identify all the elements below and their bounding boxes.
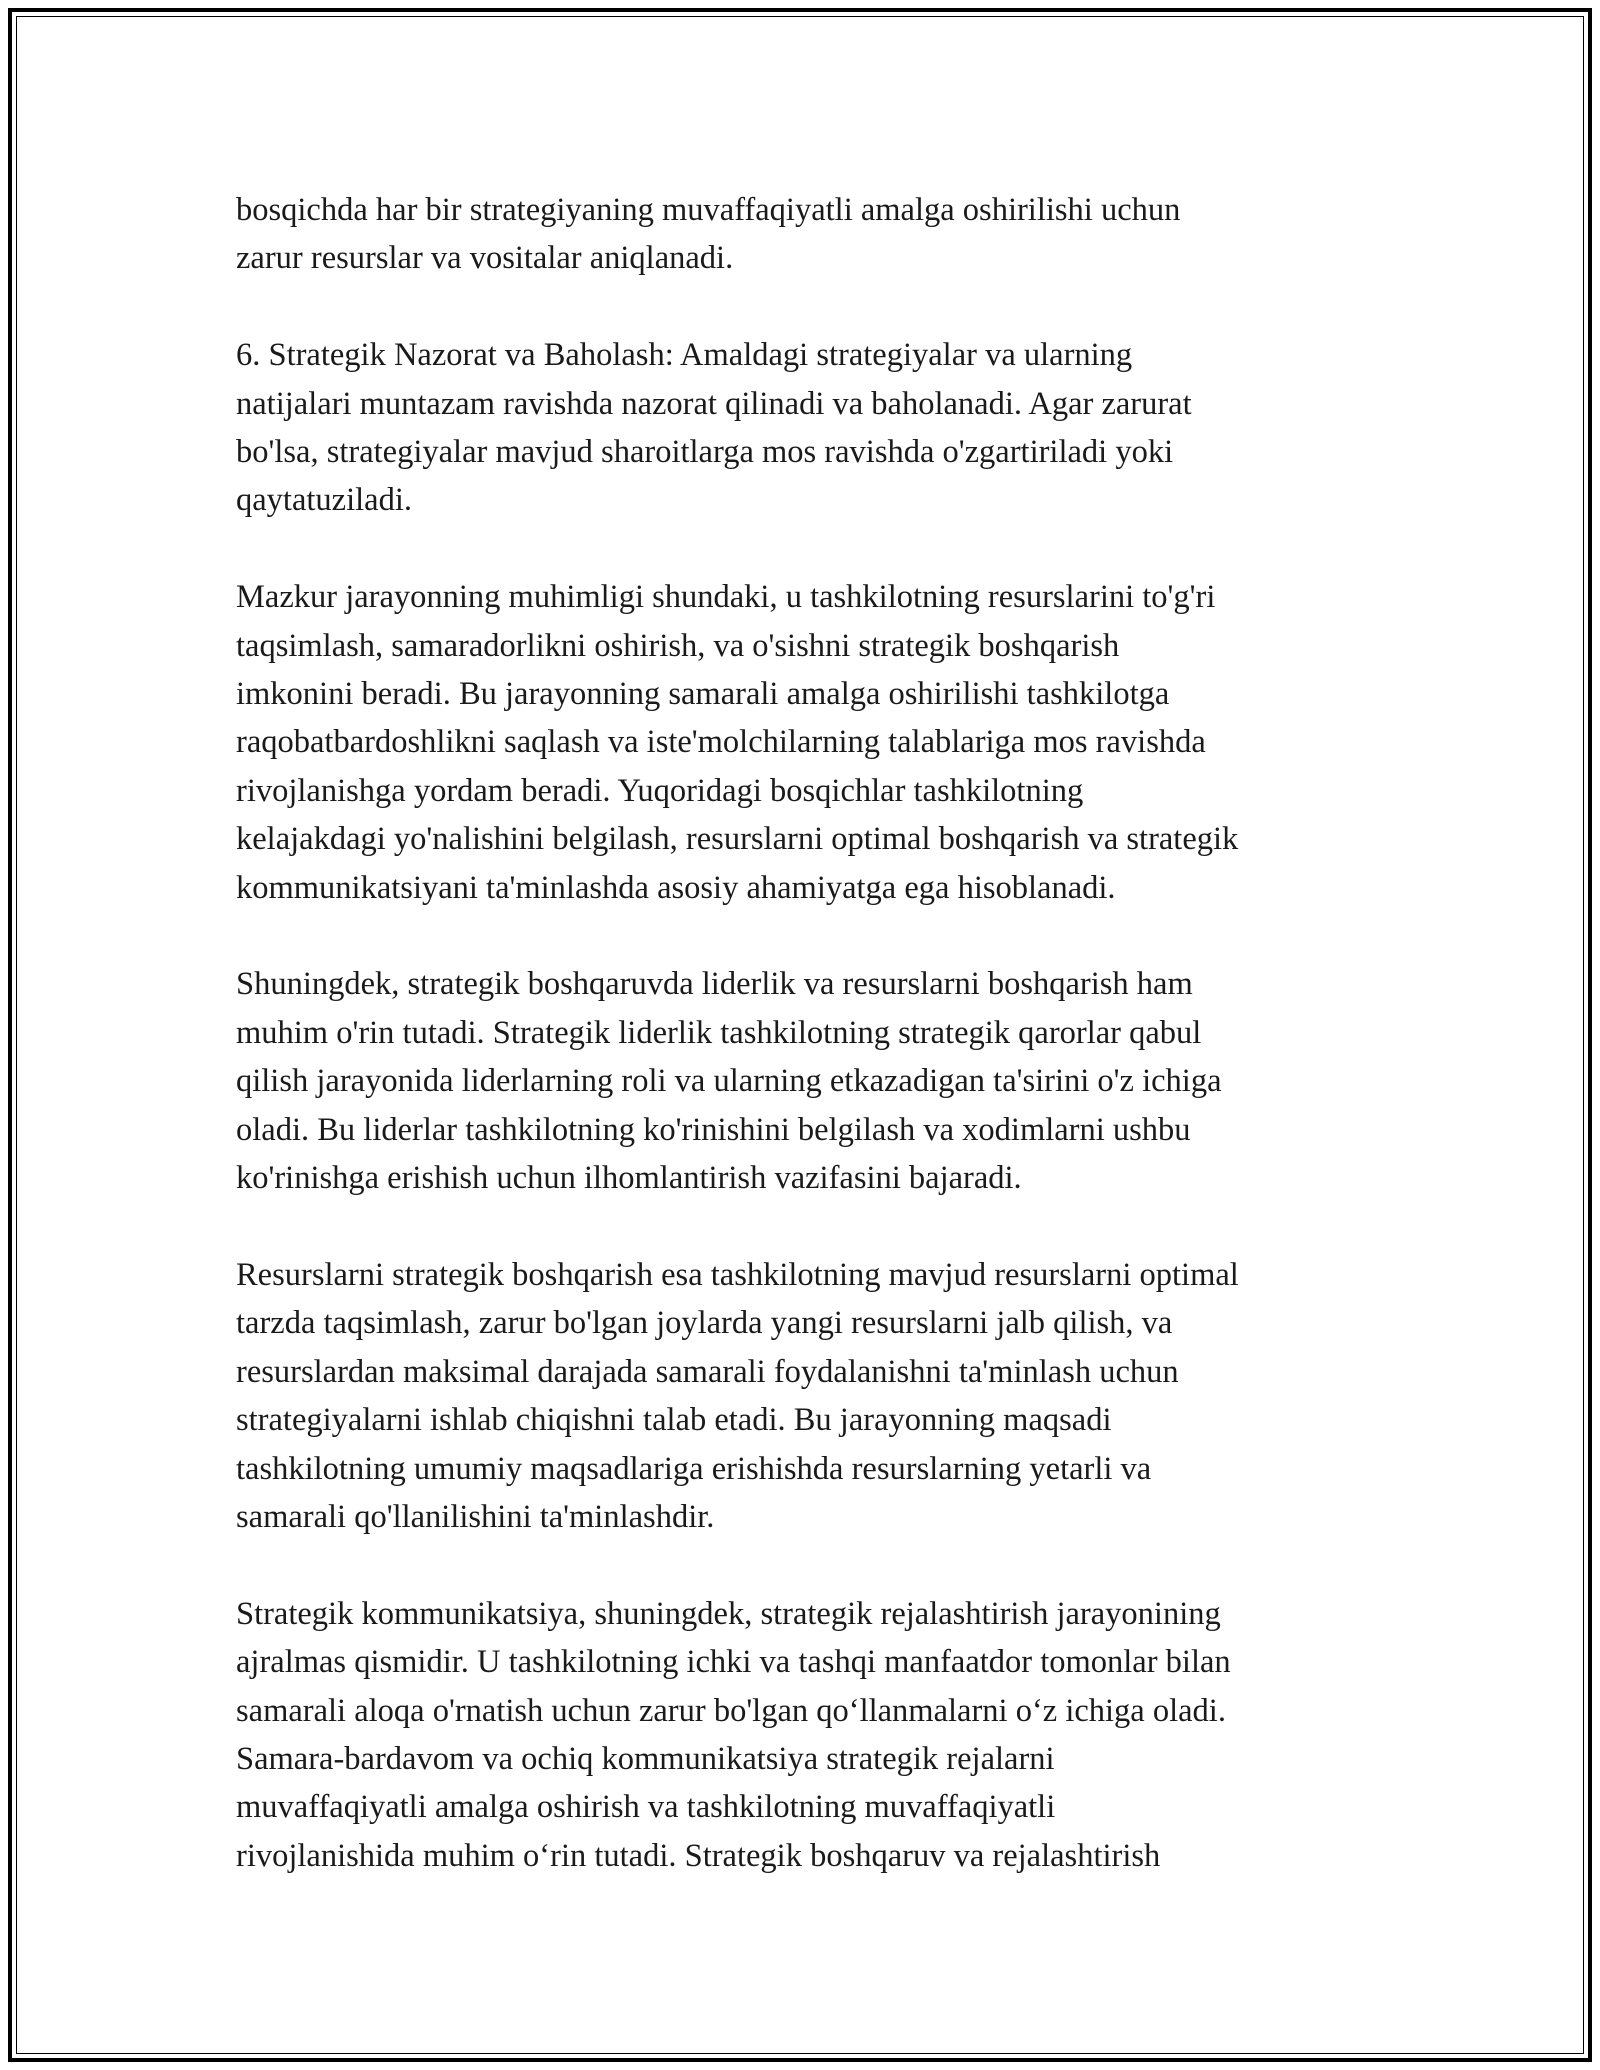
text-line: kommunikatsiyani ta'minlashda asosiy ahamiyatga ega hisoblanadi. (236, 869, 1116, 906)
paragraph-strategic-control (236, 331, 1436, 525)
text-line: imkonini beradi. Bu jarayonning samarali amalga oshirilishi tashkilotga (236, 676, 1170, 713)
text-line: taqsimlash, samaradorlikni oshirish, va o'sishni strategik boshqarish (236, 627, 1120, 664)
text-line: Samara-bardavom va ochiq kommunikatsiya strategik rejalarni (236, 1740, 1055, 1777)
text-line: muvaffaqiyatli amalga oshirish va tashkilotning muvaffaqiyatli (236, 1789, 1056, 1826)
text-line: rivojlanishga yordam beradi. Yuqoridagi bosqichlar tashkilotning (236, 772, 1084, 809)
text-line: 6. Strategik Nazorat va Baholash: Amaldagi strategiyalar va ularning (236, 337, 1133, 374)
text-line: Mazkur jarayonning muhimligi shundaki, u tashkilotning resurslarini to'g'ri (236, 579, 1216, 616)
text-line: Shuningdek, strategik boshqaruvda liderlik va resurslarni boshqarish ham (236, 966, 1193, 1003)
text-line: oladi. Bu liderlar tashkilotning ko'rinishini belgilash va xodimlarni ushbu (236, 1111, 1191, 1148)
text-line: raqobatbardoshlikni saqlash va iste'molchilarning talablariga mos ravishda (236, 724, 1206, 761)
text-line: tarzda taqsimlash, zarur bo'lgan joylarda yangi resurslarni jalb qilish, va (236, 1305, 1173, 1342)
text-line: bosqichda har bir strategiyaning muvaffaqiyatli amalga oshirilishi uchun (236, 192, 1181, 228)
paragraph-resource-management (236, 1251, 1436, 1541)
text-line: samarali aloqa o'rnatish uchun zarur bo'lgan qo‘llanmalarni o‘z ichiga oladi. (236, 1692, 1226, 1729)
document-body (236, 186, 1436, 1880)
text-line: resurslardan maksimal darajada samarali foydalanishni ta'minlash uchun (236, 1353, 1179, 1390)
text-line: rivojlanishida muhim o‘rin tutadi. Strategik boshqaruv va rejalashtirish (236, 1837, 1161, 1874)
text-line: ajralmas qismidir. U tashkilotning ichki va tashqi manfaatdor tomonlar bilan (236, 1644, 1231, 1681)
text-line: muhim o'rin tutadi. Strategik liderlik tashkilotning strategik qarorlar qabul (236, 1014, 1202, 1051)
paragraph-strategic-leadership (236, 960, 1436, 1202)
text-line: qilish jarayonida liderlarning roli va ularning etkazadigan ta'sirini o'z ichiga (236, 1063, 1222, 1100)
text-line: strategiyalarni ishlab chiqishni talab etadi. Bu jarayonning maqsadi (236, 1402, 1112, 1439)
text-line: kelajakdagi yo'nalishini belgilash, resurslarni optimal boshqarish va strategik (236, 821, 1239, 858)
paragraph-resources-continuation (236, 186, 1436, 283)
text-line: Strategik kommunikatsiya, shuningdek, strategik rejalashtirish jarayonining (236, 1595, 1221, 1632)
text-line: qaytatuziladi. (236, 482, 412, 519)
paragraph-strategic-communication (236, 1590, 1436, 1880)
text-line: bo'lsa, strategiyalar mavjud sharoitlarga mos ravishda o'zgartiriladi yoki (236, 434, 1174, 471)
text-line: zarur resurslar va vositalar aniqlanadi. (236, 240, 734, 277)
text-line: samarali qo'llanilishini ta'minlashdir. (236, 1498, 715, 1535)
text-line: ko'rinishga erishish uchun ilhomlantirish vazifasini bajaradi. (236, 1160, 1022, 1197)
text-line: tashkilotning umumiy maqsadlariga erishishda resurslarning yetarli va (236, 1450, 1152, 1487)
text-line: natijalari muntazam ravishda nazorat qilinadi va baholanadi. Agar zarurat (236, 385, 1192, 422)
paragraph-process-importance (236, 573, 1436, 912)
text-line: Resurslarni strategik boshqarish esa tashkilotning mavjud resurslarni optimal (236, 1256, 1239, 1293)
